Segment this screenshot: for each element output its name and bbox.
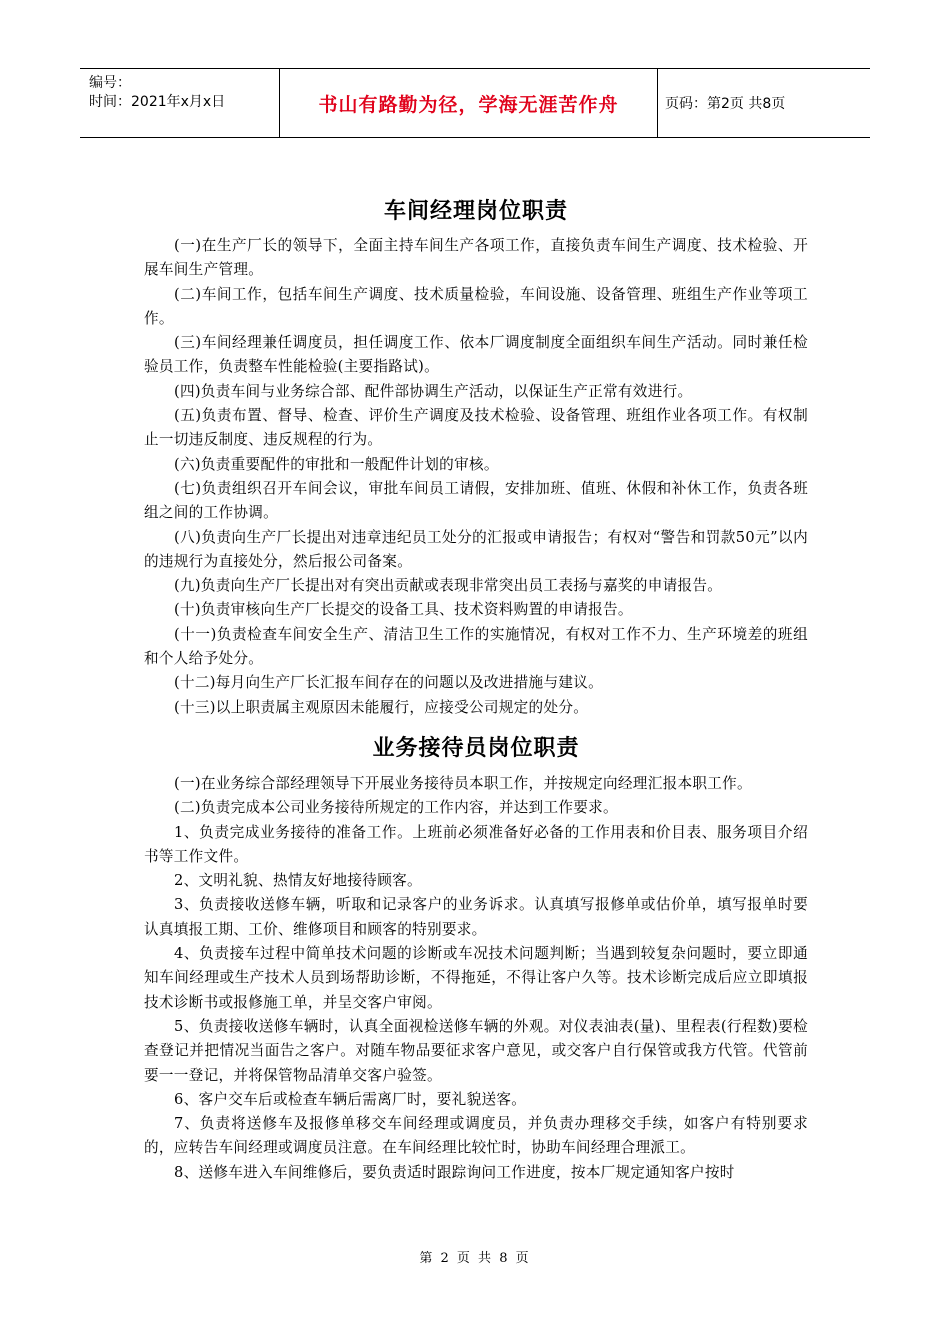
paragraph: (二)负责完成本公司业务接待所规定的工作内容，并达到工作要求。: [174, 799, 618, 817]
paragraph: 1、负责完成业务接待的准备工作。上班前必须准备好必备的工作用表和价目表、服务项目介绍书等工作文件。: [144, 823, 808, 865]
page-footer: 第 2 页 共 8 页: [419, 1251, 531, 1266]
paragraph: (三)车间经理兼任调度员，担任调度工作、依本厂调度制度全面组织车间生产活动。同时兼任检验员工作，负责整车性能检验(主要指路试)。: [144, 334, 808, 376]
document-number-label: 编号：: [89, 75, 131, 91]
section-title-workshop-manager: 车间经理岗位职责: [383, 199, 568, 224]
paragraph: (一)在业务综合部经理领导下开展业务接待员本职工作，并按规定向经理汇报本职工作。: [174, 774, 752, 792]
paragraph: (二)车间工作，包括车间生产调度、技术质量检验，车间设施、设备管理、班组生产作业等项工作。: [144, 285, 808, 327]
paragraph: (十二)每月向生产厂长汇报车间存在的问题以及改进措施与建议。: [174, 674, 604, 692]
document-body: [144, 190, 808, 1185]
paragraph: 6、客户交车后或检查车辆后需离厂时，要礼貌送客。: [174, 1090, 527, 1108]
paragraph: (九)负责向生产厂长提出对有突出贡献或表现非常突出员工表扬与嘉奖的申请报告。: [174, 577, 723, 595]
header-page-info: 页码：第2页 共8页: [665, 96, 786, 112]
paragraph: 7、负责将送修车及报修单移交车间经理或调度员，并负责办理移交手续，如客户有特别要求的，应转告车间经理或调度员注意。在车间经理比较忙时，协助车间经理合理派工。: [144, 1115, 808, 1157]
paragraph: 5、负责接收送修车辆时，认真全面视检送修车辆的外观。对仪表油表(量)、里程表(行程数)要检查登记并把情况当面告之客户。对随车物品要征求客户意见，或交客户自行保管或我方代管。代管前要一一登记，并将保管物品清单交客户验签。: [144, 1017, 808, 1084]
paragraph: (五)负责布置、督导、检查、评价生产调度及技术检验、设备管理、班组作业各项工作。有权制止一切违反制度、违反规程的行为。: [144, 407, 808, 449]
paragraph: (十三)以上职责属主观原因未能履行，应接受公司规定的处分。: [174, 698, 589, 716]
section-body-workshop-manager: [144, 234, 808, 720]
paragraph: 4、负责接车过程中简单技术问题的诊断或车况技术问题判断；当遇到较复杂问题时，要立即通知车间经理或生产技术人员到场帮助诊断，不得拖延，不得让客户久等。技术诊断完成后应立即填报技术诊断书或报修施工单，并呈交客户审阅。: [144, 945, 808, 1011]
document-date: 时间：2021年x月x日: [89, 94, 226, 110]
section-title-service-receptionist: 业务接待员岗位职责: [372, 735, 580, 761]
paragraph: (七)负责组织召开车间会议，审批车间员工请假，安排加班、值班、休假和补休工作，负责各班组之间的工作协调。: [144, 479, 808, 522]
header-meta: [80, 69, 280, 137]
paragraph: (十一)负责检查车间安全生产、清洁卫生工作的实施情况，有权对工作不力、生产环境差的班组和个人给予处分。: [144, 625, 808, 668]
paragraph: (八)负责向生产厂长提出对违章违纪员工处分的汇报或申请报告；有权对“警告和罚款50元”以内的违规行为直接处分，然后报公司备案。: [144, 528, 808, 570]
section-body-service-receptionist: [144, 772, 808, 1185]
paragraph: 2、文明礼貌、热情友好地接待顾客。: [174, 872, 422, 890]
paragraph: (十)负责审核向生产厂长提交的设备工具、技术资料购置的申请报告。: [174, 601, 633, 619]
paragraph: 3、负责接收送修车辆，听取和记录客户的业务诉求。认真填写报修单或估价单，填写报单时要认真填报工期、工价、维修项目和顾客的特别要求。: [144, 896, 808, 938]
paragraph: (六)负责重要配件的审批和一般配件计划的审核。: [174, 455, 499, 473]
paragraph: (一)在生产厂长的领导下，全面主持车间生产各项工作，直接负责车间生产调度、技术检验、开展车间生产管理。: [144, 237, 808, 279]
paragraph: (四)负责车间与业务综合部、配件部协调生产活动，以保证生产正常有效进行。: [174, 382, 693, 400]
page-header: [80, 68, 870, 138]
paragraph: 8、送修车进入车间维修后，要负责适时跟踪询问工作进度，按本厂规定通知客户按时: [174, 1163, 735, 1181]
header-motto: 书山有路勤为径，学海无涯苦作舟: [280, 69, 658, 137]
